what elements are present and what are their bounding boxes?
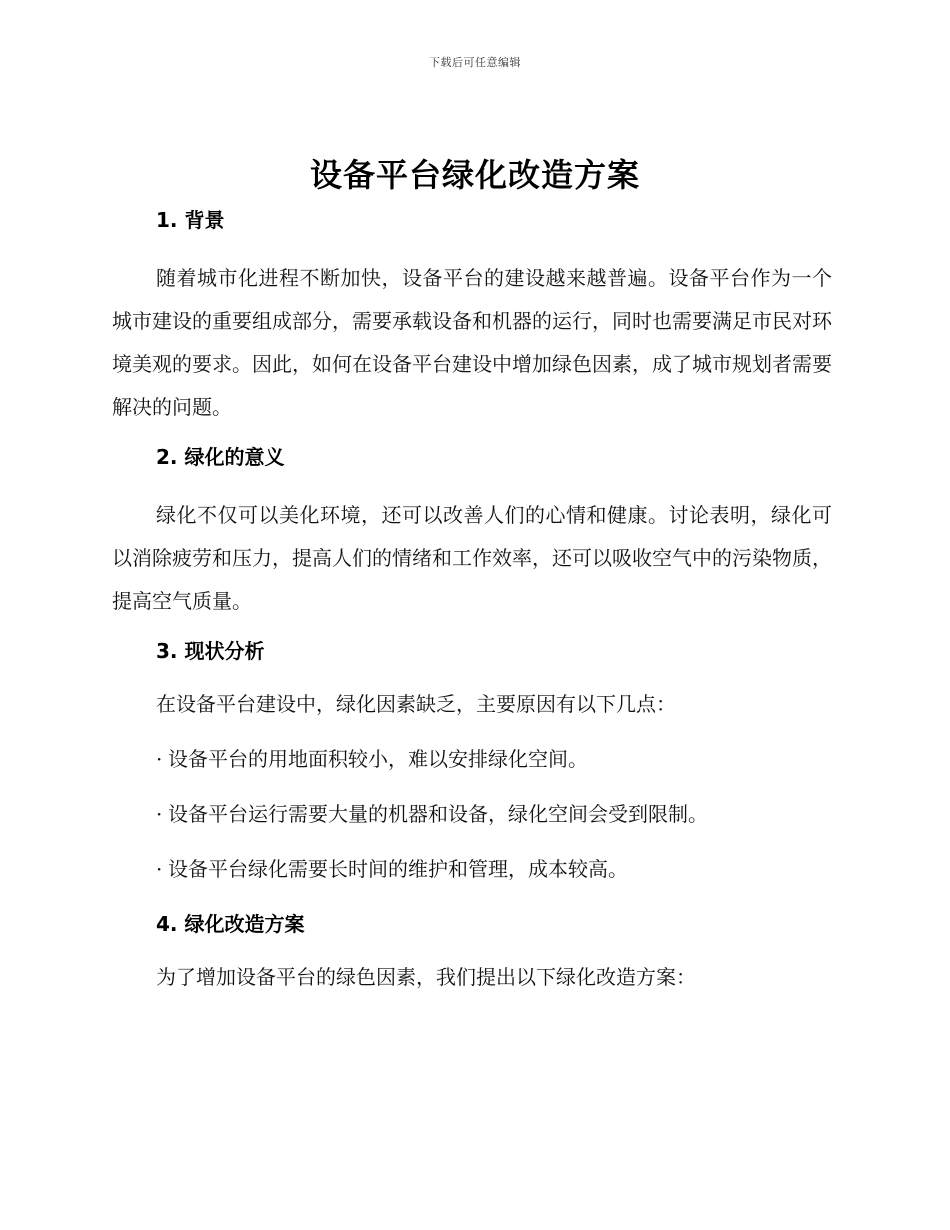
section-heading-renovation-plan: 4. 绿化改造方案 [156, 912, 305, 936]
document-title: 设备平台绿化改造方案 [309, 156, 640, 194]
section-paragraph-significance: 绿化不仅可以美化环境，还可以改善人们的心情和健康。讨论表明，绿化可以消除疲劳和压力，提高人们的情绪和工作效率，还可以吸收空气中的污染物质，提高空气质量。 [112, 503, 832, 613]
status-analysis-intro: 在设备平台建设中，绿化因素缺乏，主要原因有以下几点： [156, 692, 676, 716]
bullet-symbol: · [156, 747, 163, 771]
bullet-symbol: · [156, 857, 163, 881]
section-heading-status-analysis: 3. 现状分析 [156, 639, 265, 663]
list-item-text: 设备平台运行需要大量的机器和设备，绿化空间会受到限制。 [168, 802, 708, 826]
section-paragraph-background: 随着城市化进程不断加快，设备平台的建设越来越普遍。设备平台作为一个城市建设的重要组成部分，需要承载设备和机器的运行，同时也需要满足市民对环境美观的要求。因此，如何在设备平台建设中增加绿色因素，成了城市规划者需要解决的问题。 [112, 266, 832, 419]
bullet-symbol: · [156, 802, 163, 826]
list-item [156, 798, 832, 830]
list-item [156, 853, 832, 885]
section-heading-significance: 2. 绿化的意义 [156, 445, 285, 469]
page-header-note: 下载后可任意编辑 [429, 56, 521, 69]
document-body [112, 204, 832, 1016]
list-item-text: 设备平台绿化需要长时间的维护和管理，成本较高。 [168, 857, 628, 881]
section-heading-background: 1. 背景 [156, 208, 225, 232]
renovation-plan-intro: 为了增加设备平台的绿色因素，我们提出以下绿化改造方案： [156, 965, 696, 989]
list-item-text: 设备平台的用地面积较小，难以安排绿化空间。 [168, 747, 588, 771]
list-item [156, 743, 832, 775]
